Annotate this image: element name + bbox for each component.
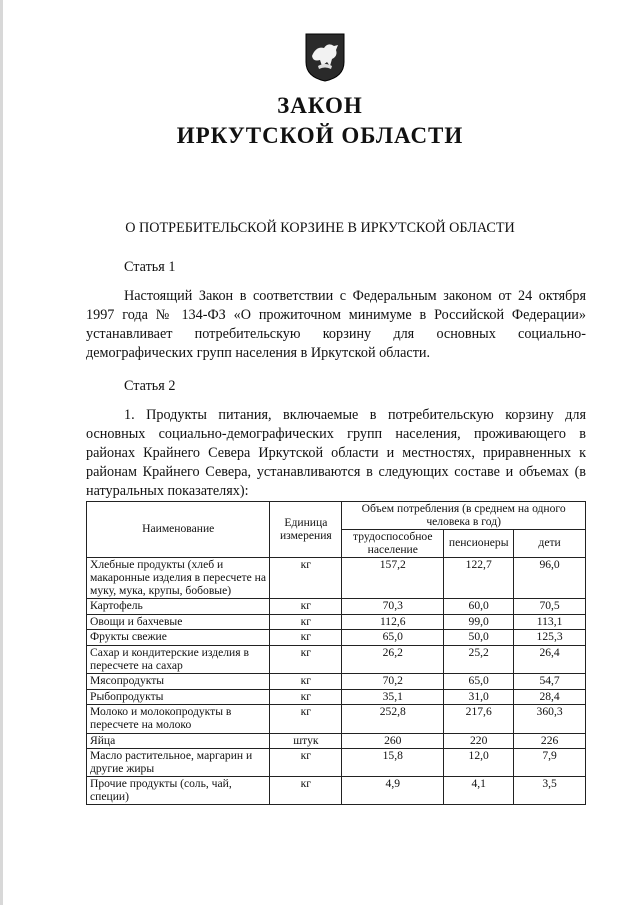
cell-pensioners: 220 <box>444 733 514 749</box>
table-row <box>87 645 586 673</box>
cell-working: 15,8 <box>342 749 444 777</box>
header-children: дети <box>514 530 586 558</box>
table-row <box>87 674 586 690</box>
cell-children: 96,0 <box>514 558 586 599</box>
cell-children: 7,9 <box>514 749 586 777</box>
cell-pensioners: 60,0 <box>444 599 514 615</box>
table-row <box>87 705 586 733</box>
cell-name: Молоко и молокопродукты в пересчете на молоко <box>87 705 270 733</box>
region-title: ИРКУТСКОЙ ОБЛАСТИ <box>176 123 464 148</box>
cell-working: 4,9 <box>342 777 444 805</box>
table-row <box>87 733 586 749</box>
header-working: трудоспособное население <box>342 530 444 558</box>
header-unit: Единица измерения <box>270 502 342 558</box>
cell-name: Прочие продукты (соль, чай, специи) <box>87 777 270 805</box>
cell-unit: кг <box>270 599 342 615</box>
header-name: Наименование <box>87 502 270 558</box>
cell-unit: кг <box>270 558 342 599</box>
cell-working: 252,8 <box>342 705 444 733</box>
table-row <box>87 749 586 777</box>
cell-unit: кг <box>270 614 342 630</box>
cell-pensioners: 50,0 <box>444 630 514 646</box>
cell-working: 70,2 <box>342 674 444 690</box>
cell-name: Мясопродукты <box>87 674 270 690</box>
cell-name: Овощи и бахчевые <box>87 614 270 630</box>
cell-working: 157,2 <box>342 558 444 599</box>
cell-name: Рыбопродукты <box>87 689 270 705</box>
article-1-heading: Статья 1 <box>124 259 176 275</box>
law-title: ЗАКОН <box>277 93 363 118</box>
cell-pensioners: 65,0 <box>444 674 514 690</box>
cell-name: Масло растительное, маргарин и другие жиры <box>87 749 270 777</box>
cell-unit: кг <box>270 705 342 733</box>
table-row <box>87 599 586 615</box>
cell-pensioners: 31,0 <box>444 689 514 705</box>
cell-working: 260 <box>342 733 444 749</box>
cell-working: 65,0 <box>342 630 444 646</box>
cell-children: 54,7 <box>514 674 586 690</box>
cell-pensioners: 217,6 <box>444 705 514 733</box>
table-row <box>87 630 586 646</box>
cell-children: 226 <box>514 733 586 749</box>
cell-name: Сахар и кондитерские изделия в пересчете на сахар <box>87 645 270 673</box>
cell-unit: кг <box>270 689 342 705</box>
cell-children: 26,4 <box>514 645 586 673</box>
table-header-row <box>87 502 586 530</box>
table-row <box>87 614 586 630</box>
cell-pensioners: 122,7 <box>444 558 514 599</box>
cell-children: 125,3 <box>514 630 586 646</box>
article-2-text <box>86 406 586 501</box>
cell-name: Фрукты свежие <box>87 630 270 646</box>
header-volume: Объем потребления (в среднем на одного человека в год) <box>342 502 586 530</box>
table-row <box>87 689 586 705</box>
cell-children: 28,4 <box>514 689 586 705</box>
cell-children: 3,5 <box>514 777 586 805</box>
cell-unit: кг <box>270 645 342 673</box>
cell-name: Картофель <box>87 599 270 615</box>
food-basket-table <box>86 501 586 805</box>
cell-working: 35,1 <box>342 689 444 705</box>
cell-unit: кг <box>270 674 342 690</box>
cell-children: 360,3 <box>514 705 586 733</box>
law-subtitle: О ПОТРЕБИТЕЛЬСКОЙ КОРЗИНЕ В ИРКУТСКОЙ ОБЛАСТИ <box>125 220 515 236</box>
article-2-heading: Статья 2 <box>124 378 176 394</box>
cell-unit: кг <box>270 777 342 805</box>
cell-children: 70,5 <box>514 599 586 615</box>
cell-working: 70,3 <box>342 599 444 615</box>
table-body <box>87 558 586 805</box>
header-pensioners: пенсионеры <box>444 530 514 558</box>
cell-pensioners: 4,1 <box>444 777 514 805</box>
cell-unit: кг <box>270 630 342 646</box>
cell-unit: штук <box>270 733 342 749</box>
cell-working: 26,2 <box>342 645 444 673</box>
table-row <box>87 777 586 805</box>
cell-pensioners: 25,2 <box>444 645 514 673</box>
article-2-paragraph: 1. Продукты питания, включаемые в потребительскую корзину для основных социально-демографических групп населения, проживающего в районах Крайнего Севера Иркутской области и местностях, приравненных к районам Крайнего Севера, устанавливаются в следующих составе и объемах (в натуральных показателях): <box>86 407 586 499</box>
cell-children: 113,1 <box>514 614 586 630</box>
cell-pensioners: 12,0 <box>444 749 514 777</box>
irkutsk-coat-of-arms-icon <box>304 32 346 82</box>
table-row <box>87 558 586 599</box>
article-1-paragraph: Настоящий Закон в соответствии с Федеральным законом от 24 октября 1997 года № 134-ФЗ «О прожиточном минимуме в Российской Федерации» устанавливает потребительскую корзину для основных социально-демографических групп населения в Иркутской области. <box>86 288 586 361</box>
cell-name: Яйца <box>87 733 270 749</box>
cell-working: 112,6 <box>342 614 444 630</box>
cell-name: Хлебные продукты (хлеб и макаронные изделия в пересчете на муку, мука, крупы, бобовые) <box>87 558 270 599</box>
article-1-text <box>86 287 586 363</box>
cell-unit: кг <box>270 749 342 777</box>
cell-pensioners: 99,0 <box>444 614 514 630</box>
